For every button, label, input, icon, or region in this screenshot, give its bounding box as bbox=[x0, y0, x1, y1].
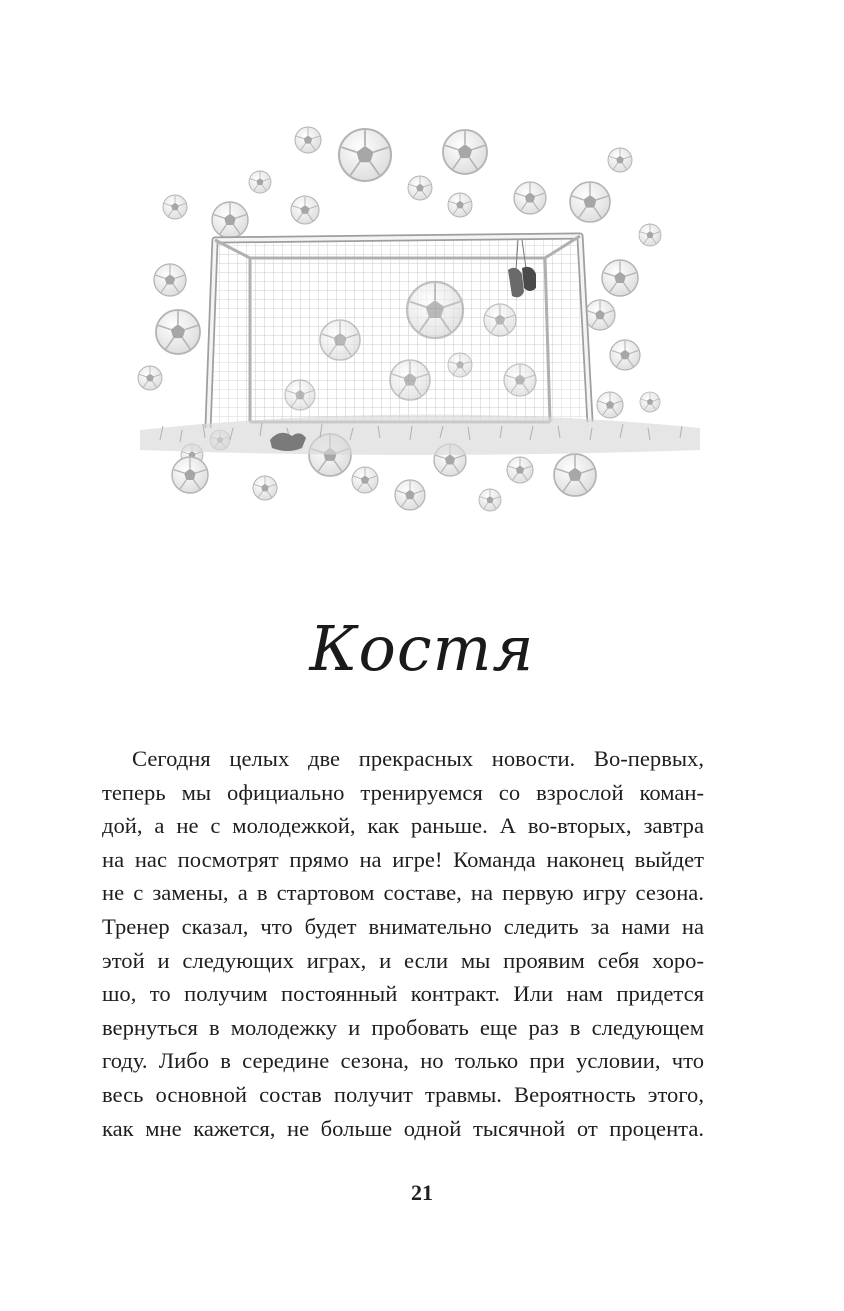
text-line: вернуться в молодежку и пробовать еще раз в следующем bbox=[102, 1014, 704, 1040]
text-line: теперь мы официально тренируемся со взрослой коман- bbox=[102, 779, 704, 805]
goalkeeper-gloves bbox=[270, 433, 306, 451]
chapter-body bbox=[102, 742, 704, 1145]
text-line: Сегодня целых две прекрасных новости. Во-первых, bbox=[132, 746, 704, 771]
soccer-goal-illustration bbox=[120, 110, 720, 530]
text-line: году. Либо в середине сезона, но только при условии, что bbox=[102, 1048, 704, 1074]
text-line: весь основной состав получит травмы. Вероятность этого, bbox=[102, 1081, 704, 1107]
text-line: этой и следующих играх, и если мы проявим себя хоро- bbox=[102, 947, 704, 973]
page-number: 21 bbox=[411, 1180, 433, 1205]
text-line: Тренер сказал, что будет внимательно следить за нами на bbox=[102, 913, 704, 939]
text-line: на нас посмотрят прямо на игре! Команда наконец выйдет bbox=[102, 846, 704, 872]
text-line: как мне кажется, не больше одной тысячной от процента. bbox=[102, 1115, 704, 1141]
text-line: не с замены, а в стартовом составе, на первую игру сезона. bbox=[102, 880, 704, 906]
text-line: шо, то получим постоянный контракт. Или нам придется bbox=[102, 981, 704, 1007]
chapter-title: Костя bbox=[309, 612, 535, 685]
text-line: дой, а не с молодежкой, как раньше. А во-вторых, завтра bbox=[102, 813, 704, 839]
